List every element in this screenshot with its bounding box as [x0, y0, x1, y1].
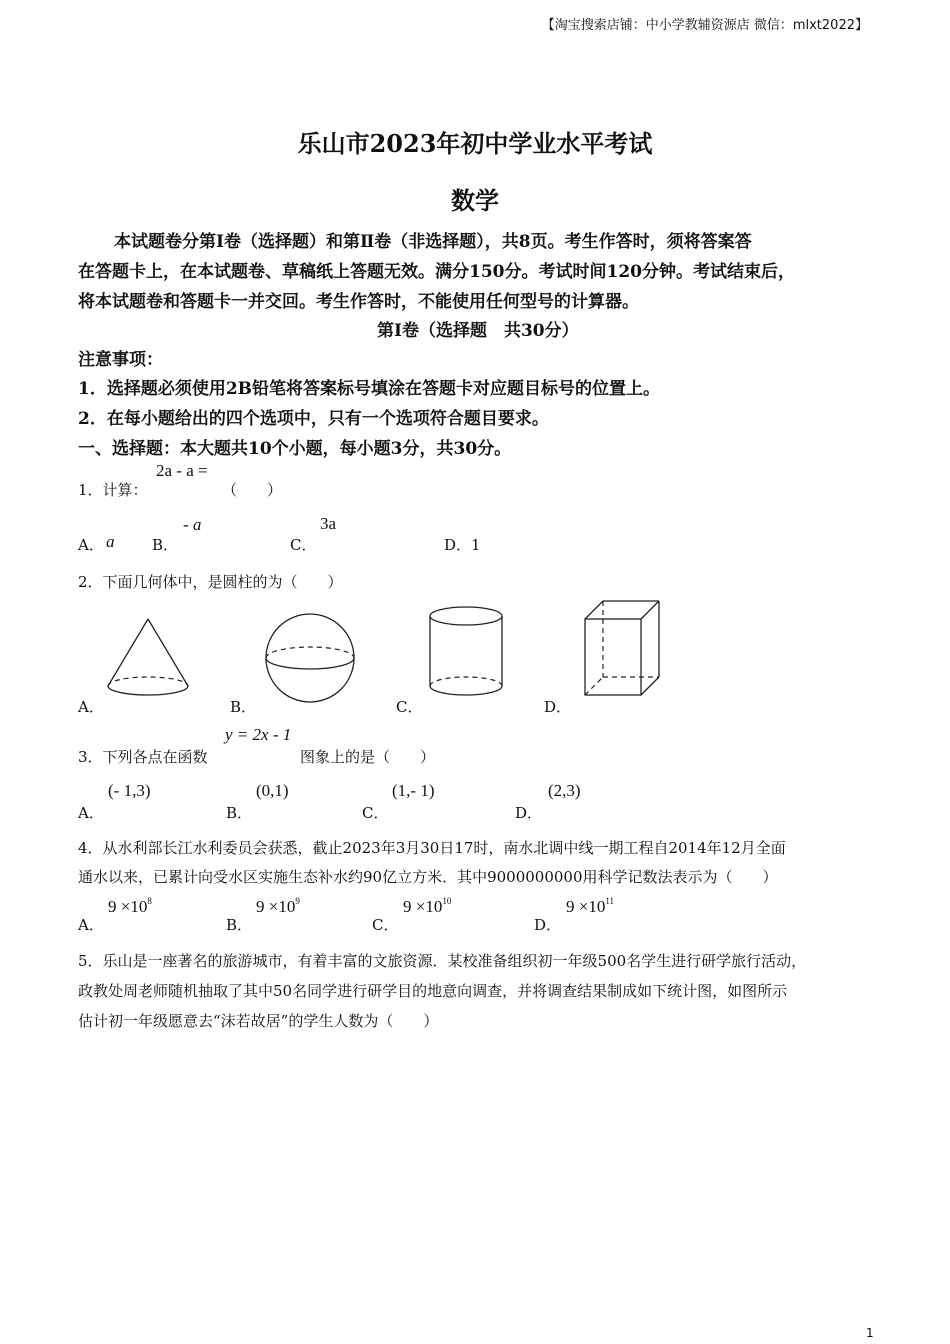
page-number: 1 [866, 1326, 874, 1340]
exam-title: 乐山市2023年初中学业水平考试 [297, 129, 653, 158]
q1-option-a-value: a [106, 532, 115, 551]
q3-stem-pre: 3．下列各点在函数 [78, 748, 208, 766]
q4-option-b-label: B． [226, 916, 253, 934]
q4-option-a-value: $9 \times 10^8$ [108, 896, 152, 916]
q3-function: y = 2x - 1 [225, 725, 292, 744]
intro-line-3: 将本试题卷和答题卡一并交回。考生作答时，不能使用任何型号的计算器。 [78, 292, 639, 312]
section-heading: 一、选择题：本大题共10个小题，每小题3分，共30分。 [78, 439, 512, 459]
q2-stem: 2．下面几何体中，是圆柱的为（ ） [78, 573, 343, 591]
q3-option-a-label: A． [78, 804, 104, 822]
q3-option-d-label: D． [515, 804, 543, 822]
q4-option-a-label: A． [78, 916, 104, 934]
notes-heading: 注意事项： [78, 350, 163, 370]
q4-option-b-value: $9 \times 10^9$ [256, 896, 300, 916]
q5-line-1: 5．乐山是一座著名的旅游城市，有着丰富的文旅资源．某校准备组织初一年级500名学生进行研学旅行活动， [78, 952, 807, 970]
notes-item-2: 2．在每小题给出的四个选项中，只有一个选项符合题目要求。 [78, 409, 549, 429]
q4-option-d-value: $9 \times 10^{11}$ [566, 896, 615, 916]
prism-figure [582, 599, 664, 699]
q2-option-a: A． [78, 698, 104, 716]
q3-stem-post: 图象上的是（ ） [300, 748, 436, 766]
intro-line-2: 在答题卡上，在本试题卷、草稿纸上答题无效。满分150分。考试时间120分钟。考试结束后， [78, 262, 795, 282]
q2-option-c: C． [396, 698, 423, 716]
q4-line-2: 通水以来，已累计向受水区实施生态补水约90亿立方米．其中9000000000用科学记数法表示为（ ） [78, 868, 778, 886]
q4-option-c-label: C． [372, 916, 399, 934]
q4-option-d-label: D． [534, 916, 562, 934]
q1-blank: （ ） [222, 481, 283, 499]
q1-option-a-label: A． [78, 536, 104, 554]
q5-line-2: 政教处周老师随机抽取了其中50名同学进行研学目的地意向调查，并将调查结果制成如下统计图，如图所示 [78, 982, 788, 1000]
q1-option-c-label: C． [290, 536, 317, 554]
q1-stem: 1．计算： [78, 481, 148, 499]
q3-option-b-value: (0,1) [256, 781, 289, 800]
volume-title: 第Ⅰ卷（选择题 共30分） [377, 321, 579, 341]
q3-option-c-label: C． [362, 804, 389, 822]
cylinder-figure [426, 604, 506, 700]
q1-expression: 2a - a = [156, 461, 208, 480]
q3-option-c-value: (1,- 1) [392, 781, 435, 800]
q4-line-1: 4．从水利部长江水利委员会获悉，截止2023年3月30日17时，南水北调中线一期工程自2014年12月全面 [78, 839, 786, 857]
subject-title: 数学 [451, 186, 499, 215]
intro-line-1: 本试题卷分第Ⅰ卷（选择题）和第Ⅱ卷（非选择题），共8页。考生作答时，须将答案答 [114, 232, 752, 252]
q1-option-b-value: - a [183, 515, 202, 534]
q1-option-b-label: B． [152, 536, 179, 554]
q5-line-3: 估计初一年级愿意去“沫若故居”的学生人数为（ ） [78, 1012, 439, 1030]
q2-option-d: D． [544, 698, 572, 716]
q3-option-a-value: (- 1,3) [108, 781, 151, 800]
q4-option-c-value: $9 \times 10^{10}$ [403, 896, 452, 916]
notes-item-1: 1．选择题必须使用2B铅笔将答案标号填涂在答题卡对应题目标号的位置上。 [78, 379, 661, 399]
header-note: 【淘宝搜索店铺：中小学教辅资源店 微信：mlxt2022】 [541, 18, 868, 33]
q1-option-d: D．1 [444, 536, 481, 554]
q1-option-c-value: 3a [320, 514, 337, 533]
q3-option-d-value: (2,3) [548, 781, 581, 800]
q3-option-b-label: B． [226, 804, 253, 822]
cone-figure [104, 616, 194, 702]
q2-option-b: B． [230, 698, 257, 716]
sphere-figure [262, 610, 358, 706]
